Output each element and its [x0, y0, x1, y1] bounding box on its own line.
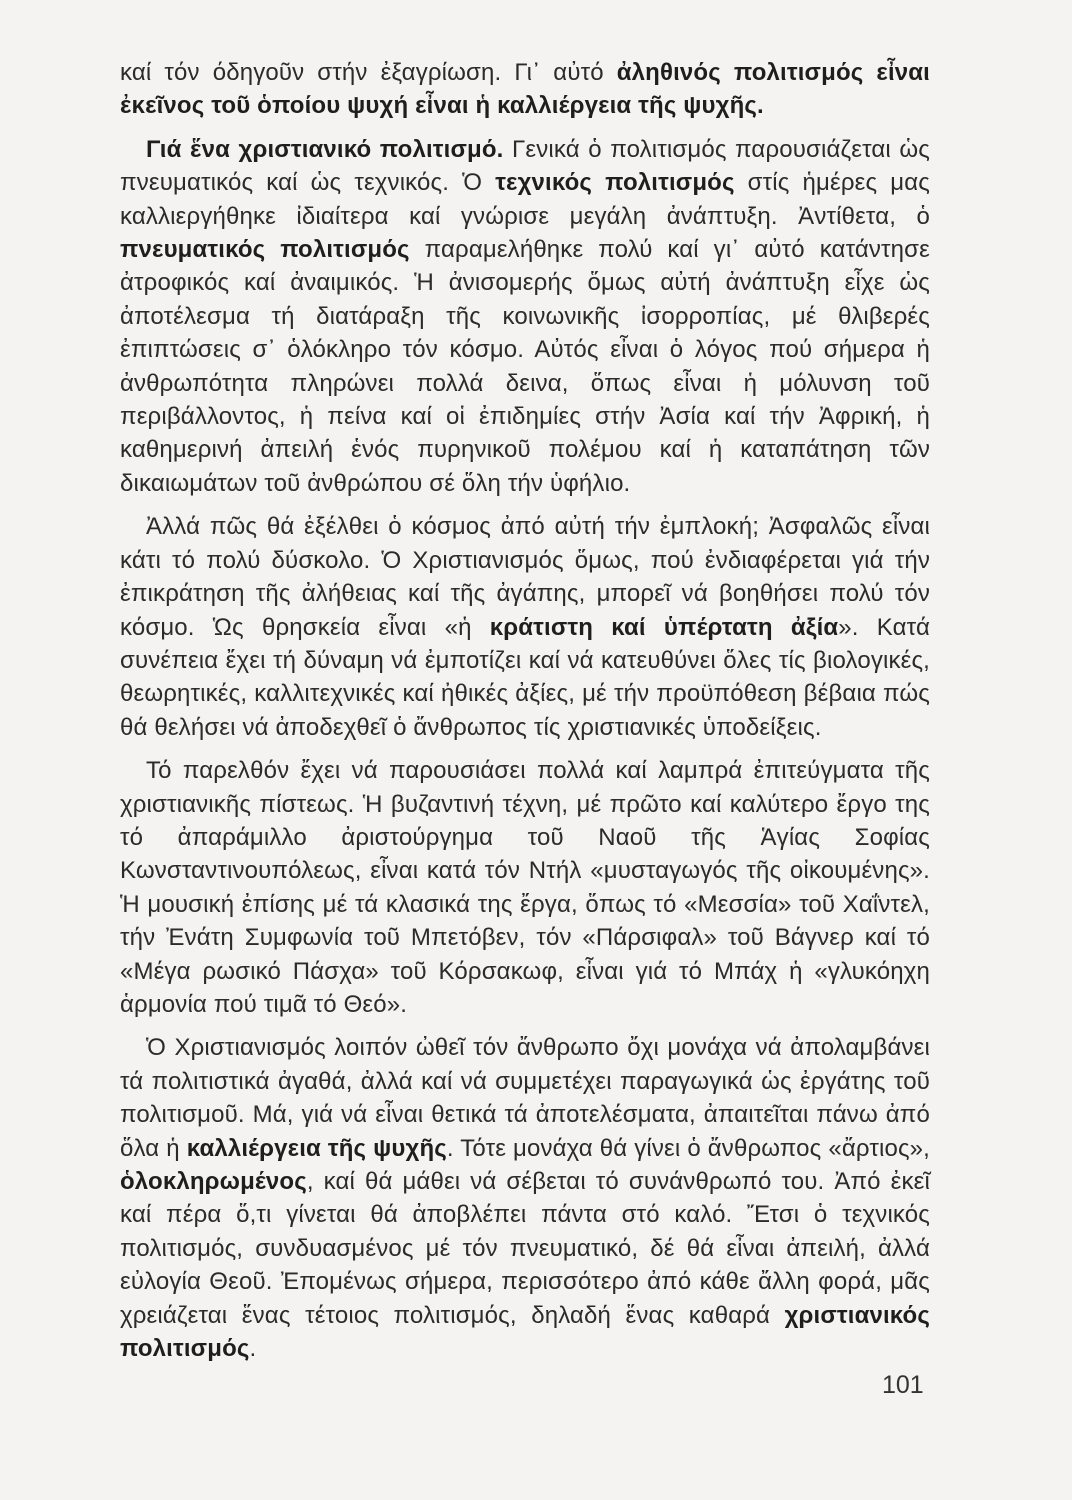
paragraph-4: [120, 754, 930, 1021]
text-run: ». Κατά συνέπεια ἔχει τή δύναμη νά ἐμποτίζει καί νά κατευθύνει ὅλες τίς βιολογικές, θεωρητικές, καλλιτεχνικές καί ἠθικές ἀξίες, μέ τήν προϋπόθεση βέβαια πώς θά θελήσει νά ἀποδεχθεῖ ὁ ἄνθρωπος τίς χριστιανικές ὑποδείξεις.: [120, 613, 930, 741]
bold-phrase: πνευματικός πολιτισμός: [120, 236, 410, 264]
text-run: , καί θά μάθει νά σέβεται τό συνάνθρωπό του. Ἀπό ἐκεῖ καί πέρα ὅ,τι γίνεται θά ἀποβλέπει πάντα στό καλό. Ἔτσι ὁ τεχνικός πολιτισμός, συνδυασμένος μέ τόν πνευματικό, δέ θά εἶναι ἀπειλή, ἀλλά εὐλογία Θεοῦ. Ἐπομένως σήμερα, περισσότερο ἀπό κάθε ἄλλη φορά, μᾶς χρειάζεται ἕνας τέτοιος πολιτισμός, δηλαδή ἕνας καθαρά: [120, 1168, 930, 1329]
bold-phrase: χριστιανικός πολιτισμός: [120, 1301, 930, 1363]
text-run: Ὁ Χριστιανισμός λοιπόν ὠθεῖ τόν ἄνθρωπο ὄχι μονάχα νά ἀπολαμβάνει τά πολιτιστικά ἀγαθά, ἀλλά καί νά συμμετέχει παραγωγικά ὡς ἐργάτης τοῦ πολιτισμοῦ. Μά, γιά νά εἶναι θετικά τά ἀποτελέσματα, ἀπαιτεῖται πάνω ἀπό ὅλα ἡ: [120, 1034, 930, 1162]
text-run: . Τότε μονάχα θά γίνει ὁ ἄνθρωπος «ἄρτιος»,: [446, 1134, 930, 1162]
bold-phrase: τεχνικός πολιτισμός: [495, 169, 735, 197]
text-run: Γενικά ὁ πολιτισμός παρουσιάζεται ὡς πνευματικός καί ὡς τεχνικός. Ὁ: [120, 135, 930, 197]
text-run: Τό παρελθόν ἔχει νά παρουσιάσει πολλά καί λαμπρά ἐπιτεύγματα τῆς χριστιανικῆς πίστεως. Ἡ βυζαντινή τέχνη, μέ πρῶτο καί καλύτερο ἔργο της τό ἀπαράμιλλο ἀριστούργημα τοῦ Ναοῦ τῆς Ἁγίας Σοφίας Κωνσταντινουπόλεως, εἶναι κατά τόν Ντήλ «μυσταγωγός τῆς οἰκουμένης». Ἡ μουσική ἐπίσης μέ τά κλασικά της ἔργα, ὅπως τό «Μεσσία» τοῦ Χαΐντελ, τήν Ἐνάτη Συμφωνία τοῦ Μπετόβεν, τόν «Πάρσιφαλ» τοῦ Βάγνερ καί τό «Μέγα ρωσικό Πάσχα» τοῦ Κόρσακωφ, εἶναι γιά τό Μπάχ ἡ «γλυκόηχη ἁρμονία πού τιμᾶ τό Θεό».: [120, 757, 930, 1018]
bold-phrase: ἀληθινός πολιτισμός εἶναι ἐκεῖνος τοῦ ὁποίου ψυχή εἶναι ἡ καλλιέργεια τῆς ψυχῆς.: [120, 59, 930, 120]
paragraph-1: [120, 56, 930, 123]
text-run: παραμελήθηκε πολύ καί γι᾽ αὐτό κατάντησε ἀτροφικός καί ἀναιμικός. Ἡ ἀνισομερής ὅμως αὐτή ἀνάπτυξη εἶχε ὡς ἀποτέλεσμα τή διατάραξη τῆς κοινωνικῆς ἰσορροπίας, μέ θλιβερές ἐπιπτώσεις σ᾽ ὁλόκληρο τόν κόσμο. Αὐτός εἶναι ὁ λόγος πού σήμερα ἡ ἀνθρωπότητα πληρώνει πολλά δεινα, ὅπως εἶναι ἡ μόλυνση τοῦ περιβάλλοντος, ἡ πείνα καί οἱ ἐπιδημίες στήν Ἀσία καί τήν Ἀφρική, ἡ καθημερινή ἀπειλή ἑνός πυρηνικοῦ πολέμου καί ἡ καταπάτηση τῶν δικαιωμάτων τοῦ ἀνθρώπου σέ ὅλη τήν ὑφήλιο.: [120, 236, 930, 497]
bold-phrase: καλλιέργεια τῆς ψυχῆς: [186, 1134, 447, 1162]
paragraph-5: [120, 1031, 930, 1365]
bold-phrase: κράτιστη καί ὑπέρτατη ἀξία: [489, 613, 839, 641]
text-run: καί τόν όδηγοῦν στήν ἐξαγρίωση. Γι᾽ αὐτό: [120, 59, 617, 86]
text-run: .: [249, 1335, 257, 1363]
paragraph-2: [120, 133, 930, 500]
section-heading: Γιά ἕνα χριστιανικό πολιτισμό.: [146, 135, 504, 163]
text-run: στίς ἡμέρες μας καλλιεργήθηκε ἰδιαίτερα καί γνώρισε μεγάλη ἀνάπτυξη. Ἀντίθετα, ὁ: [120, 169, 931, 230]
paragraph-3: [120, 510, 930, 744]
bold-phrase: ὁλοκληρωμένος: [120, 1168, 307, 1195]
page-body: [120, 56, 930, 1375]
page-number: 101: [882, 1371, 924, 1399]
text-run: Ἀλλά πῶς θά ἐξέλθει ὁ κόσμος ἀπό αὐτή τήν ἐμπλοκή; Ἀσφαλῶς εἶναι κάτι τό πολύ δύσκολο. Ὁ Χριστιανισμός ὅμως, πού ἐνδιαφέρεται γιά τήν ἐπικράτηση τῆς ἀλήθειας καί τῆς ἀγάπης, μπορεῖ νά βοηθήσει πολύ τόν κόσμο. Ὡς θρησκεία εἶναι «ἡ: [120, 513, 930, 641]
